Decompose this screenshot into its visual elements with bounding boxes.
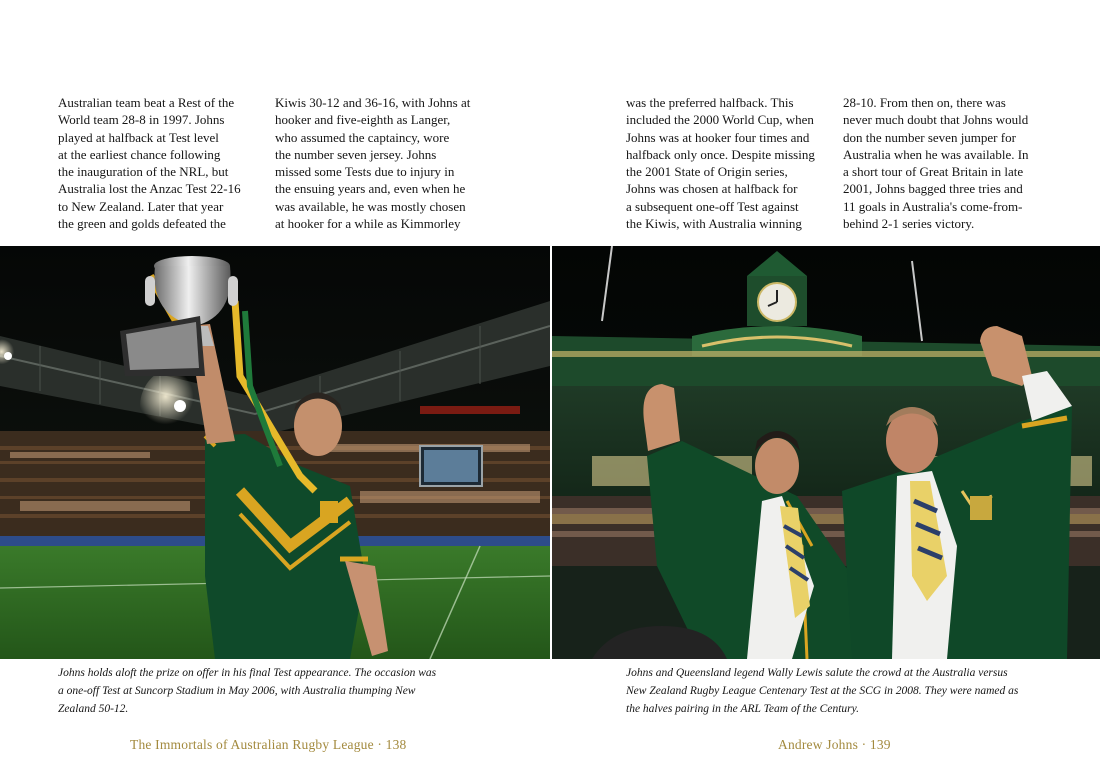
text-line: Australian team beat a Rest of the: [58, 95, 235, 110]
text-line: Kiwis 30-12 and 36-16, with Johns at: [275, 95, 471, 110]
text-line: to New Zealand. Later that year: [58, 198, 224, 214]
text-line: a subsequent one-off Test against: [626, 198, 799, 214]
text-line: 11 goals in Australia's come-from-: [843, 198, 1023, 214]
text-line: hooker and five-eighth as Langer,: [275, 112, 451, 128]
text-line: the 2001 State of Origin series,: [626, 164, 788, 180]
text-line: 2001, Johns bagged three tries and: [843, 181, 1023, 197]
text-line: Johns was at hooker four times and: [626, 129, 810, 145]
text-line: played at halfback at Test level: [58, 129, 219, 145]
text-line: at the earliest chance following: [58, 146, 221, 162]
text-line: don the number seven jumper for: [843, 129, 1016, 145]
text-line: the halves pairing in the ARL Team of the Century.: [626, 703, 859, 715]
text-line: halfback only once. Despite missing: [626, 146, 815, 162]
text-line: who assumed the captaincy, wore: [275, 129, 450, 145]
text-line: Zealand 50-12.: [58, 703, 129, 715]
text-line: the inauguration of the NRL, but: [58, 164, 229, 180]
text-line: the green and golds defeated the: [58, 216, 226, 232]
text-line: Johns was chosen at halfback for: [626, 181, 798, 197]
text-line: Australia lost the Anzac Test 22-16: [58, 181, 241, 197]
text-line: a one-off Test at Suncorp Stadium in May 2006, with Australia thumping New: [58, 685, 416, 697]
text-line: the ensuing years and, even when he: [275, 181, 466, 197]
left-body-column-1: [58, 94, 248, 232]
scg-salute-photo: [552, 246, 1100, 659]
text-line: behind 2-1 series victory.: [843, 216, 975, 232]
text-line: 28-10. From then on, there was: [843, 95, 1006, 110]
text-line: World team 28-8 in 1997. Johns: [58, 112, 225, 128]
text-line: New Zealand Rugby League Centenary Test at the SCG in 2008. They were named as: [626, 685, 1019, 697]
text-line: Johns holds aloft the prize on offer in his final Test appearance. The occasion was: [58, 667, 437, 679]
text-line: missed some Tests due to injury in: [275, 164, 455, 180]
left-photo-caption: [58, 664, 478, 718]
text-line: included the 2000 World Cup, when: [626, 112, 814, 128]
right-body-column-2: [843, 94, 1043, 232]
text-line: was available, he was mostly chosen: [275, 198, 466, 214]
text-line: Australia when he was available. In: [843, 146, 1029, 162]
left-body-column-2: [275, 94, 475, 232]
left-folio: The Immortals of Australian Rugby League · 138: [130, 737, 407, 752]
right-page: [550, 0, 1100, 779]
right-body-column-1: [626, 94, 826, 232]
stadium-trophy-photo: [0, 246, 550, 659]
text-line: was the preferred halfback. This: [626, 95, 794, 110]
right-folio: Andrew Johns · 139: [778, 737, 891, 752]
text-line: the number seven jersey. Johns: [275, 146, 437, 162]
text-line: a short tour of Great Britain in late: [843, 164, 1024, 180]
text-line: Johns and Queensland legend Wally Lewis salute the crowd at the Australia versus: [626, 667, 1008, 679]
right-photo-caption: [626, 664, 1066, 718]
text-line: the Kiwis, with Australia winning: [626, 216, 802, 232]
text-line: at hooker for a while as Kimmorley: [275, 216, 461, 232]
text-line: never much doubt that Johns would: [843, 112, 1029, 128]
